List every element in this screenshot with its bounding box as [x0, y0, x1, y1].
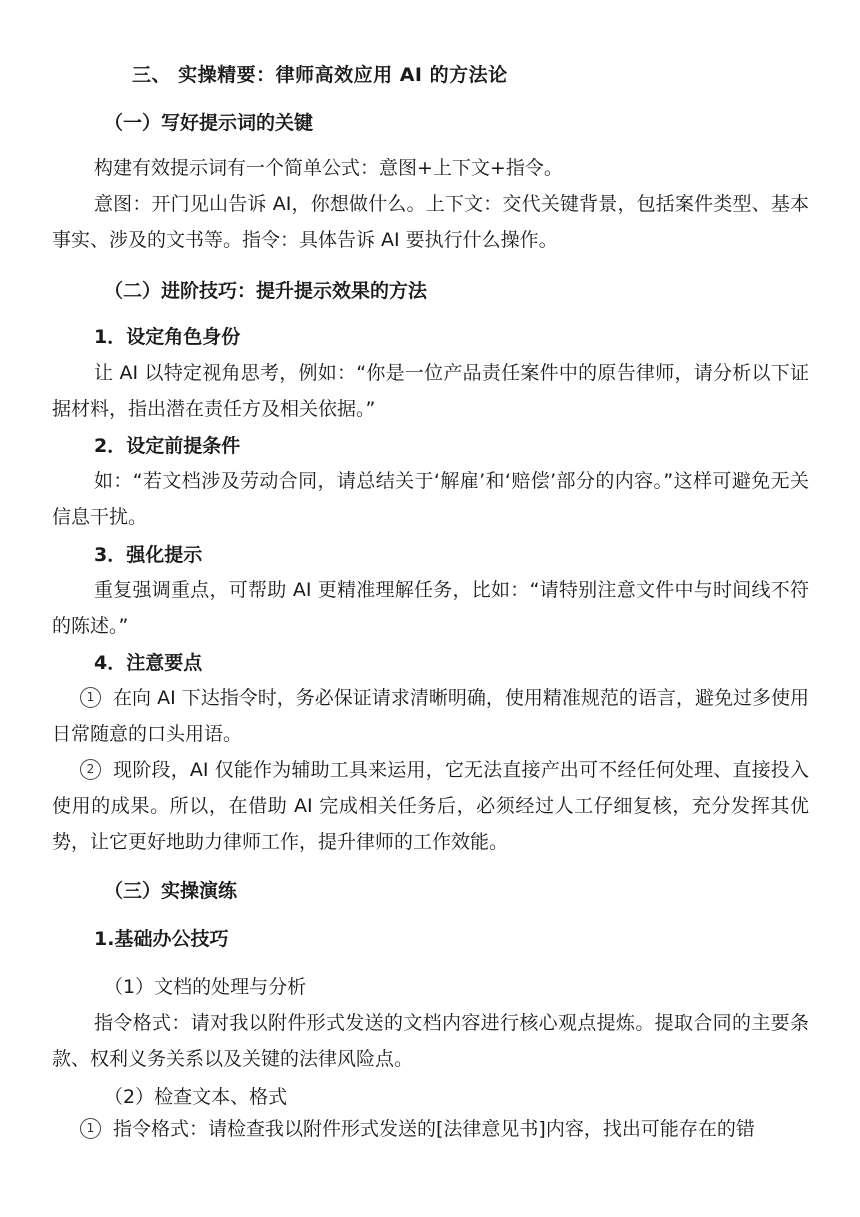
tip-3-heading: 3．强化提示: [94, 544, 203, 566]
note-2-text: 现阶段，AI 仅能作为辅助工具来运用，它无法直接产出可不经任何处理、直接投入使用的成果。所以，在借助 AI 完成相关任务后，必须经过人工仔细复核，充分发挥其优势，让它更好地助力律师工作，提升律师的工作效能。: [52, 759, 809, 853]
item-2-note-paragraph: [52, 1111, 809, 1147]
note-1-text: 在向 AI 下达指令时，务必保证请求清晰明确，使用精准规范的语言，避免过多使用日常随意的口头用语。: [52, 687, 809, 745]
tip-3-paragraph: 重复强调重点，可帮助 AI 更精准理解任务，比如：“请特别注意文件中与时间线不符的陈述。”: [52, 579, 809, 637]
circled-number-1-icon: 1: [80, 1118, 101, 1139]
circled-number-2-icon: 2: [80, 759, 101, 780]
basic-skills-heading: 1.基础办公技巧: [94, 928, 229, 950]
main-heading: 三、 实操精要：律师高效应用 AI 的方法论: [132, 64, 508, 86]
note-2-paragraph: [52, 752, 809, 860]
tip-2-paragraph: 如：“若文档涉及劳动合同，请总结关于‘解雇’和‘赔偿’部分的内容。”这样可避免无关信息干扰。: [52, 470, 809, 528]
item-2-note-text: 指令格式：请检查我以附件形式发送的[法律意见书]内容，找出可能存在的错: [113, 1118, 755, 1140]
tip-1-paragraph: 让 AI 以特定视角思考，例如：“你是一位产品责任案件中的原告律师，请分析以下证据材料，指出潜在责任方及相关依据。”: [52, 362, 809, 420]
item-1-title: （1）文档的处理与分析: [104, 976, 307, 998]
tip-2-heading: 2．设定前提条件: [94, 435, 241, 457]
tip-1-heading: 1．设定角色身份: [94, 326, 241, 348]
section-1-paragraph-2: 意图：开门见山告诉 AI，你想做什么。上下文：交代关键背景，包括案件类型、基本事实、涉及的文书等。指令：具体告诉 AI 要执行什么操作。: [52, 193, 809, 251]
tip-4-heading: 4．注意要点: [94, 652, 203, 674]
circled-number-1-icon: 1: [80, 687, 101, 708]
note-1-paragraph: [52, 680, 809, 752]
item-2-title: （2）检查文本、格式: [104, 1086, 288, 1108]
section-3-heading: （三）实操演练: [104, 880, 238, 902]
section-2-heading: （二）进阶技巧：提升提示效果的方法: [104, 280, 428, 302]
section-1-heading: （一）写好提示词的关键: [104, 112, 314, 134]
item-1-paragraph: 指令格式：请对我以附件形式发送的文档内容进行核心观点提炼。提取合同的主要条款、权利义务关系以及关键的法律风险点。: [52, 1012, 809, 1070]
section-1-paragraph-1: 构建有效提示词有一个简单公式：意图+上下文+指令。: [94, 157, 563, 179]
